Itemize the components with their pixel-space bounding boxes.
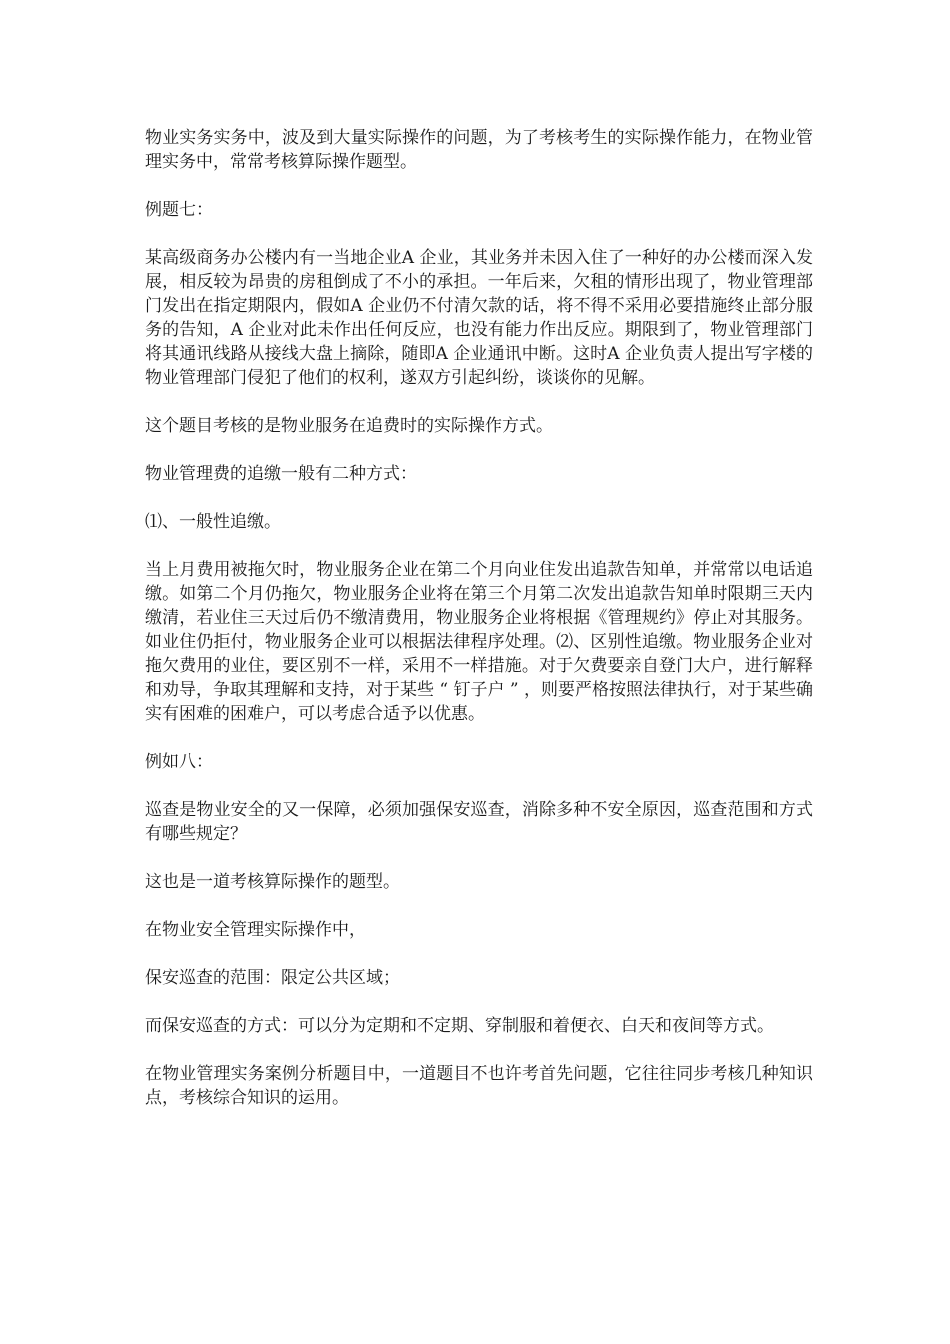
example-eight-heading: 例如八： xyxy=(145,752,213,772)
intro-paragraph: 物业实务实务中，波及到大量实际操作的问题，为了考核考生的实际操作能力，在物业管理实务中，常常考核算际操作题型。 xyxy=(145,128,813,172)
example-seven-case: 某高级商务办公楼内有一当地企业A 企业，其业务并未因入住了一种好的办公楼而深入发展，相反较为昂贵的房租倒成了不小的承担。一年后来，欠租的情形出现了，物业管理部门发出在指定期限内，假如A 企业仍不付清欠款的话，将不得不采用必要措施终止部分服务的告知，A 企业对此未作出任何反应，也没有能力作出反应。期限到了，物业管理部门将其通讯线路从接线大盘上摘除，随即A 企业通讯中断。这时A 企业负责人提出写字楼的物业管理部门侵犯了他们的权利，遂双方引起纠纷，谈谈你的见解。 xyxy=(145,248,813,388)
security-practice-intro: 在物业安全管理实际操作中， xyxy=(145,920,366,940)
example-seven-heading: 例题七： xyxy=(145,200,213,220)
example-eight-focus: 这也是一道考核算际操作的题型。 xyxy=(145,872,400,892)
patrol-scope: 保安巡查的范围：限定公共区域； xyxy=(145,968,400,988)
collection-methods-intro: 物业管理费的追缴一般有二种方式： xyxy=(145,464,417,484)
patrol-methods: 而保安巡查的方式：可以分为定期和不定期、穿制服和着便衣、白天和夜间等方式。 xyxy=(145,1016,774,1036)
document-body xyxy=(145,126,813,1134)
example-eight-question: 巡查是物业安全的又一保障，必须加强保安巡查，消除多种不安全原因，巡查范围和方式有哪些规定？ xyxy=(145,800,813,844)
example-seven-focus: 这个题目考核的是物业服务在追费时的实际操作方式。 xyxy=(145,416,553,436)
general-collection-heading: ⑴、一般性追缴。 xyxy=(145,512,281,532)
closing-paragraph: 在物业管理实务案例分析题目中，一道题目不也许考首先问题，它往往同步考核几种知识点，考核综合知识的运用。 xyxy=(145,1064,813,1108)
collection-methods-detail: 当上月费用被拖欠时，物业服务企业在第二个月向业住发出追款告知单，并常常以电话追缴。如第二个月仍拖欠，物业服务企业将在第三个月第二次发出追款告知单时限期三天内缴清，若业住三天过后仍不缴清费用，物业服务企业将根据《管理规约》停止对其服务。如业住仍拒付，物业服务企业可以根据法律程序处理。⑵、区别性追缴。物业服务企业对拖欠费用的业住，要区别不一样，采用不一样措施。对于欠费要亲自登门大户，进行解释和劝导，争取其理解和支持，对于某些 “ 钉子户 ” ，则要严格按照法律执行，对于某些确实有困难的困难户，可以考虑合适予以优惠。 xyxy=(145,560,813,724)
